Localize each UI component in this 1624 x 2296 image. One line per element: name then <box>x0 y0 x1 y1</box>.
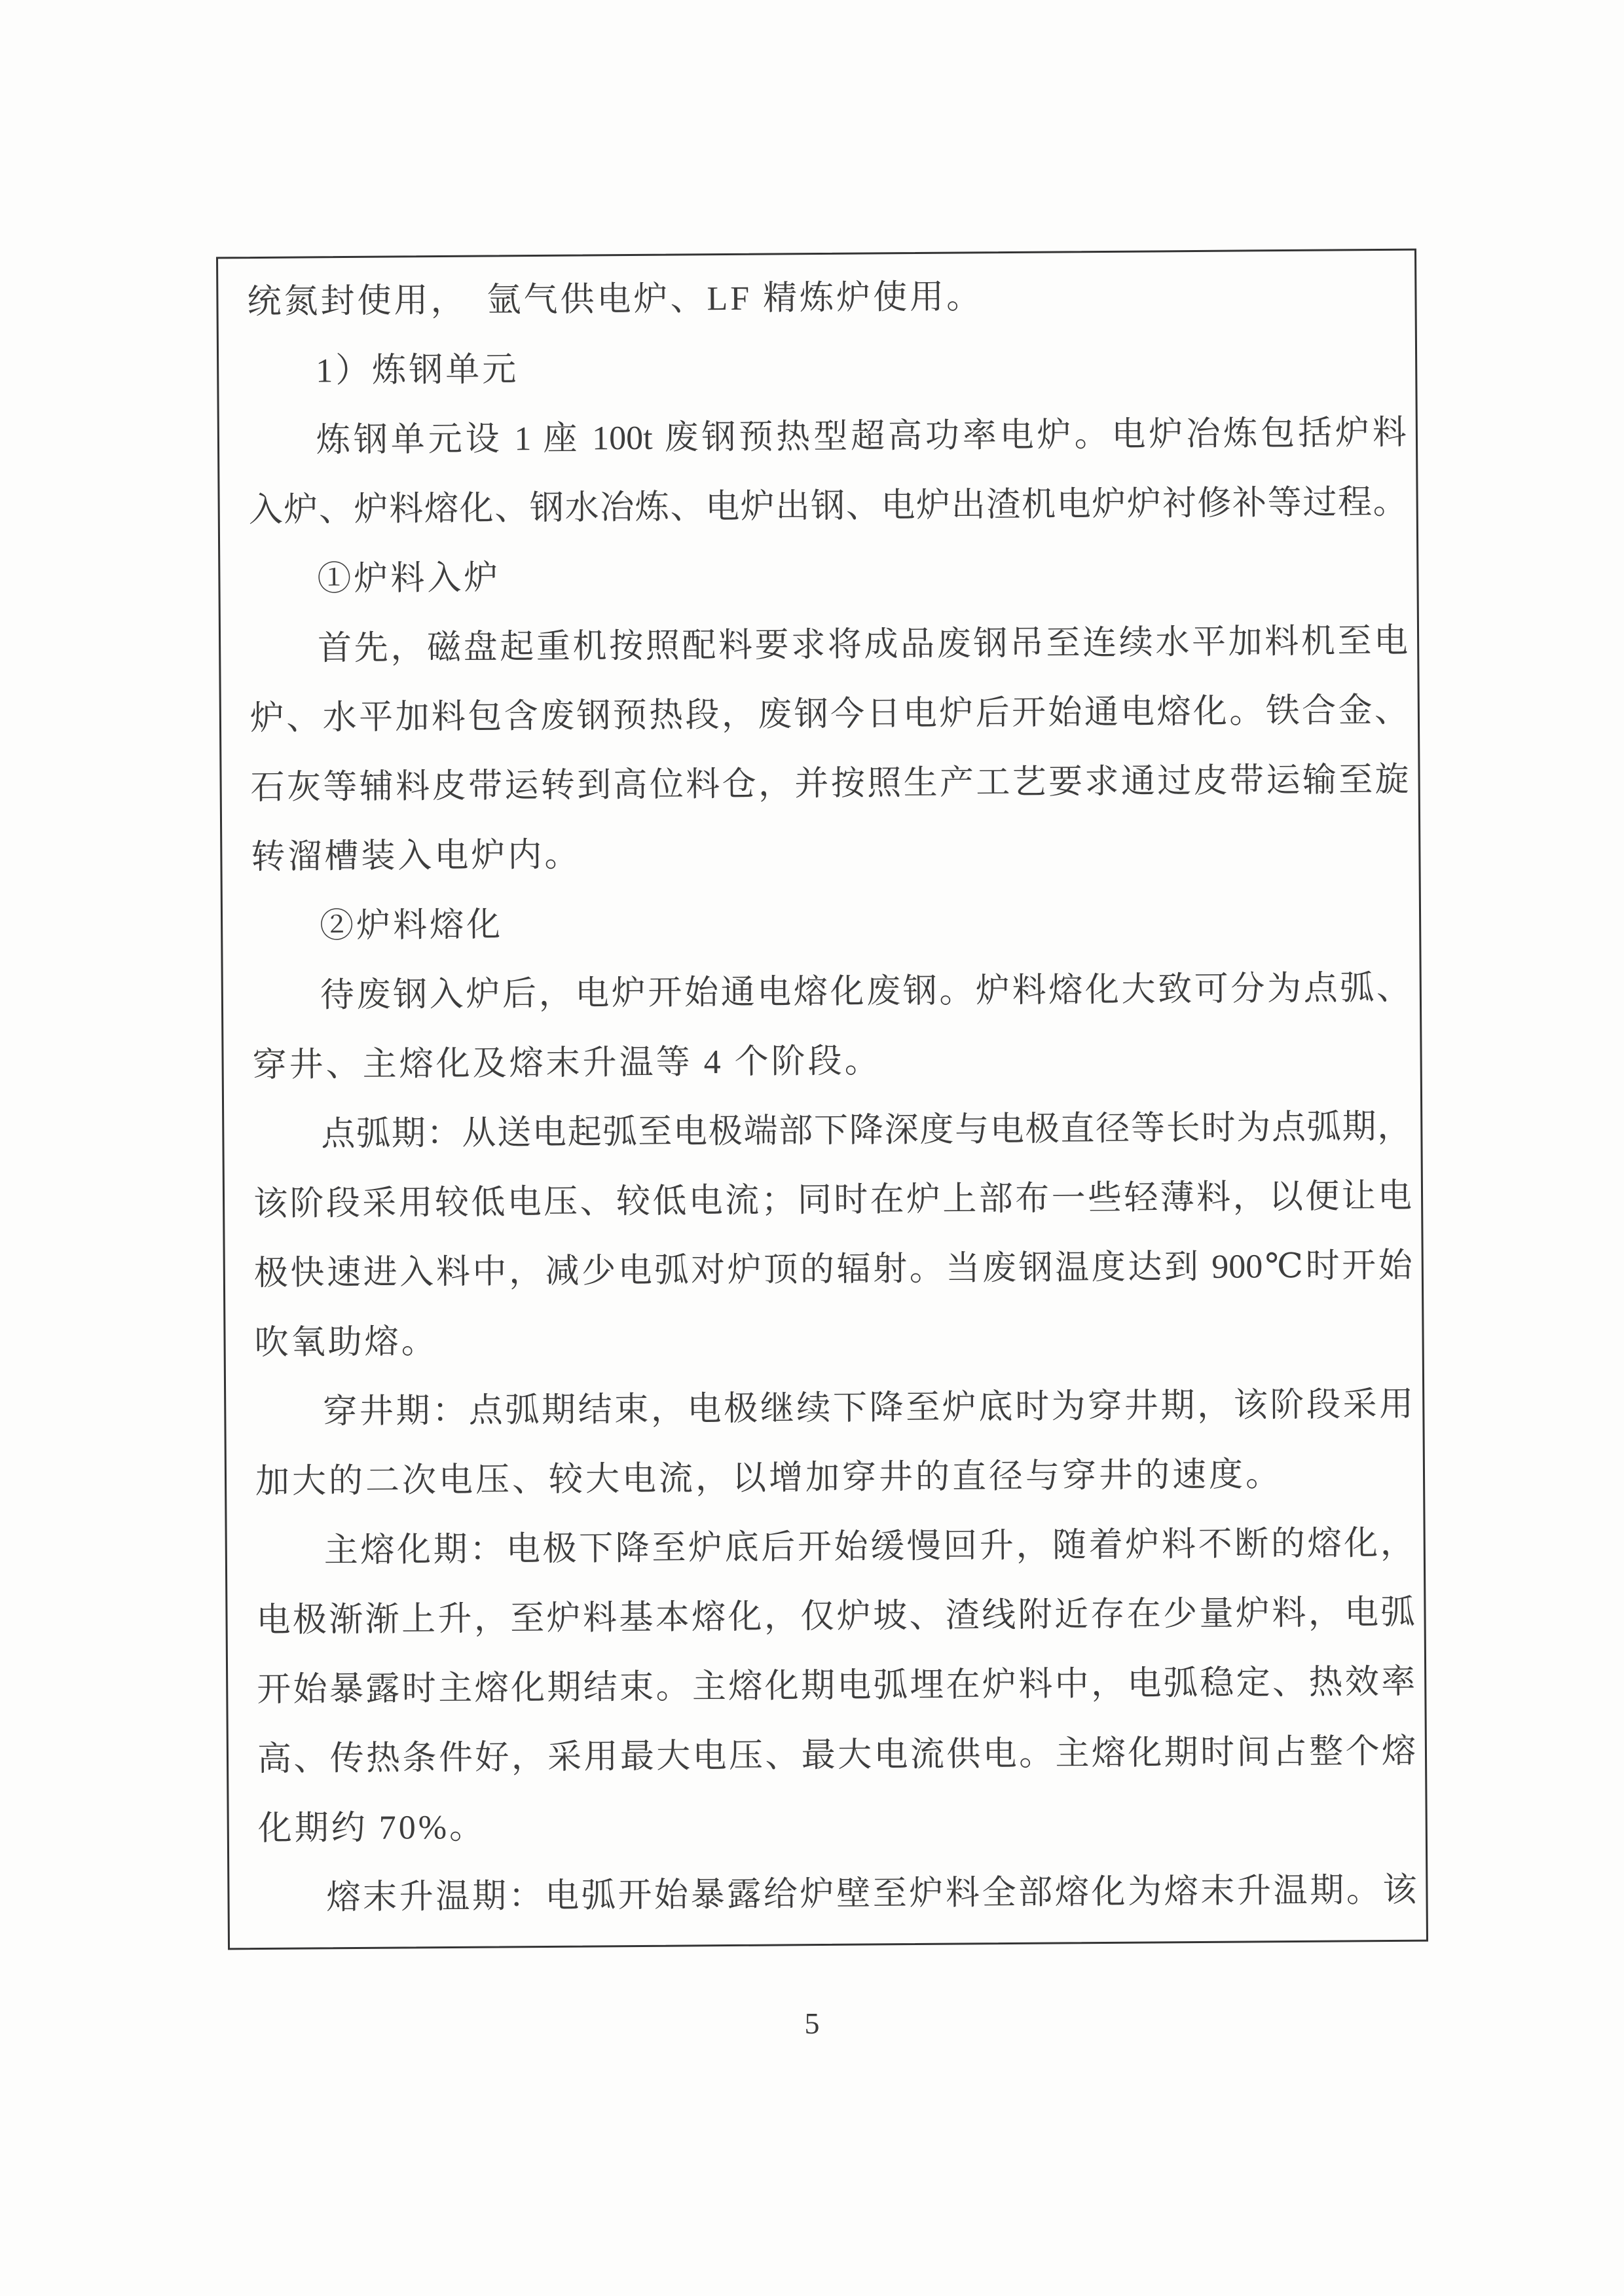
text-line: 转溜槽装入电炉内。 <box>251 836 581 877</box>
text-line: 炉、水平加料包含废钢预热段，废钢今日电炉后开始通电熔化。铁合金、 <box>249 691 1409 738</box>
text-line: 点弧期：从送电起弧至电极端部下降深度与电极直径等长时为点弧期， <box>321 1108 1412 1154</box>
text-line: 穿井、主熔化及熔末升温等 4 个阶段。 <box>252 1042 881 1085</box>
text-line: ①炉料入炉 <box>317 559 501 598</box>
document-body-text <box>218 251 1426 1934</box>
document-border-cell <box>216 249 1428 1950</box>
text-line: 统氮封使用， 氩气供电炉、LF 精炼炉使用。 <box>247 278 984 321</box>
text-line: 高、传热条件好，采用最大电压、最大电流供电。主熔化期时间占整个熔 <box>257 1732 1416 1779</box>
text-line: 石灰等辅料皮带运转到高位料仓，并按照生产工艺要求通过皮带运输至旋 <box>250 761 1409 807</box>
text-line: 吹氧助熔。 <box>254 1323 438 1362</box>
text-line: ②炉料熔化 <box>319 906 504 945</box>
text-line: 炼钢单元设 1 座 100t 废钢预热型超高功率电炉。电炉冶炼包括炉料 <box>316 414 1407 460</box>
text-line: 开始暴露时主熔化期结束。主熔化期电弧埋在炉料中，电弧稳定、热效率 <box>257 1663 1416 1709</box>
text-line: 加大的二次电压、较大电流，以增加穿井的直径与穿井的速度。 <box>255 1456 1283 1501</box>
text-line: 入炉、炉料熔化、钢水冶炼、电炉出钢、电炉出渣机电炉炉衬修补等过程。 <box>248 483 1407 530</box>
text-line: 首先，磁盘起重机按照配料要求将成品废钢吊至连续水平加料机至电 <box>317 622 1409 668</box>
text-line: 待废钢入炉后，电炉开始通电熔化废钢。炉料熔化大致可分为点弧、 <box>320 969 1411 1015</box>
text-line: 电极渐渐上升，至炉料基本熔化，仅炉坡、渣线附近存在少量炉料，电弧 <box>256 1594 1415 1640</box>
text-line: 穿井期：点弧期结束，电极继续下降至炉底时为穿井期，该阶段采用 <box>323 1385 1414 1431</box>
text-line: 该阶段采用较低电压、较低电流；同时在炉上部布一些轻薄料，以便让电 <box>253 1177 1412 1224</box>
text-line: 1）炼钢单元 <box>316 351 519 390</box>
page-number: 5 <box>804 2007 820 2040</box>
text-line: 主熔化期：电极下降至炉底后开始缓慢回升，随着炉料不断的熔化， <box>323 1524 1414 1570</box>
text-line: 熔末升温期：电弧开始暴露给炉壁至炉料全部熔化为熔末升温期。该 <box>326 1871 1417 1917</box>
text-line: 极快速进入料中，减少电弧对炉顶的辐射。当废钢温度达到 900℃时开始 <box>253 1247 1412 1293</box>
text-line: 化期约 70%。 <box>257 1808 487 1848</box>
